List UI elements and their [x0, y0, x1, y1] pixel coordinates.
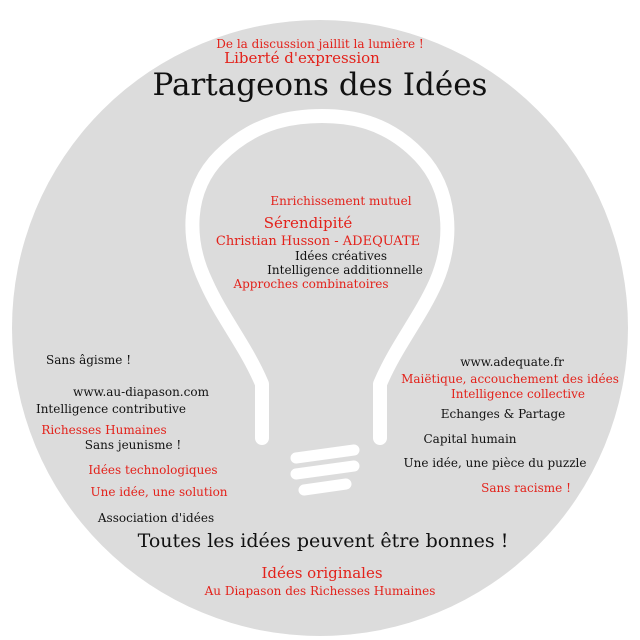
serendipite-text: Sérendipité [263, 214, 353, 232]
credit-text: Au Diapason des Richesses Humaines [204, 584, 436, 598]
richesses-humaines-text: Richesses Humaines [41, 423, 167, 437]
maieutique-text: Maiëtique, accouchement des idées [401, 372, 619, 386]
adequate-site-text: www.adequate.fr [460, 355, 564, 369]
enrichissement-text: Enrichissement mutuel [270, 194, 412, 208]
sans-jeunisme-text: Sans jeunisme ! [84, 438, 182, 452]
intelligence-collective-text: Intelligence collective [450, 387, 586, 401]
page-title: Partageons des Idées [152, 67, 488, 103]
slogan-text: Toutes les idées peuvent être bonnes ! [137, 530, 509, 552]
idees-technologiques-text: Idées technologiques [88, 463, 218, 477]
author-text: Christian Husson - ADEQUATE [215, 234, 421, 249]
approches-text: Approches combinatoires [233, 277, 389, 291]
une-solution-text: Une idée, une solution [90, 485, 228, 499]
puzzle-text: Une idée, une pièce du puzzle [403, 456, 587, 470]
subtitle-text: Liberté d'expression [224, 49, 380, 67]
intelligence-contributive-text: Intelligence contributive [35, 402, 187, 416]
idees-creatives-text: Idées créatives [294, 249, 388, 263]
capital-humain-text: Capital humain [423, 432, 517, 446]
au-diapason-site-text: www.au-diapason.com [73, 385, 209, 399]
echanges-text: Echanges & Partage [440, 407, 566, 421]
sans-racisme-text: Sans racisme ! [481, 481, 571, 495]
tagline-text: De la discussion jaillit la lumière ! [216, 37, 424, 51]
intelligence-additionnelle-text: Intelligence additionnelle [267, 263, 423, 277]
idees-originales-text: Idées originales [261, 564, 383, 582]
sans-agisme-text: Sans âgisme ! [46, 353, 132, 367]
association-text: Association d'idées [97, 511, 215, 525]
